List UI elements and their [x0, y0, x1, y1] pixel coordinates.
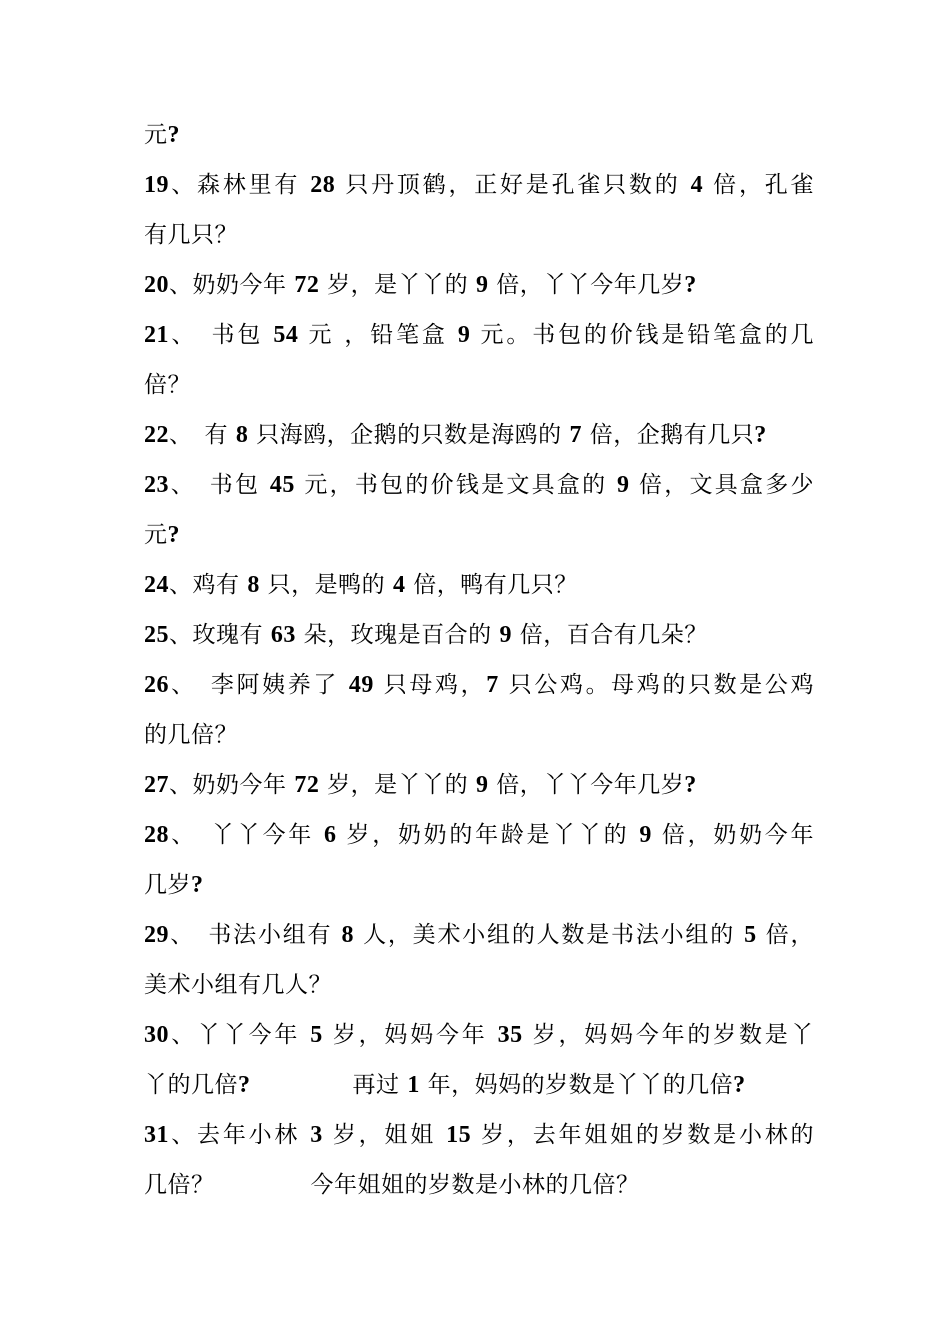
text-run: 元 ，铅笔盒 — [298, 322, 458, 348]
document-page — [144, 110, 814, 1210]
text-run: 9 — [457, 322, 471, 348]
text-run: 岁，是丫丫的 — [319, 272, 476, 298]
text-line — [144, 110, 814, 160]
text-run: 的几倍？ — [144, 722, 238, 748]
text-run: ? — [191, 872, 204, 898]
question-30-line-1 — [144, 1010, 814, 1060]
text-run: 只母鸡， — [373, 672, 487, 698]
text-run: 7 — [486, 672, 499, 698]
text-run: 、 有 — [169, 422, 236, 448]
text-run: 、 书包 — [169, 322, 274, 348]
question-29-line-1 — [144, 910, 814, 960]
text-run: 有几只？ — [144, 222, 238, 248]
text-run: 45 — [269, 472, 295, 498]
text-run: 1 — [407, 1072, 420, 1098]
text-run: 几倍？ — [144, 1172, 215, 1198]
text-run: 倍，鸭有几只？ — [405, 572, 578, 598]
text-run: 丫的几倍 — [144, 1072, 238, 1098]
question-number: 23 — [144, 472, 169, 498]
question-23-line-1 — [144, 460, 814, 510]
question-number: 31 — [144, 1122, 169, 1148]
text-run: 、 书包 — [169, 472, 270, 498]
text-run: 今年姐姐的岁数是小林的几倍？ — [310, 1172, 640, 1198]
text-run: 岁，去年姐姐的岁数是小林的 — [471, 1122, 814, 1148]
text-run: 人，美术小组的人数是书法小组的 — [353, 922, 745, 948]
text-run: 8 — [247, 572, 260, 598]
question-31-line-1 — [144, 1110, 814, 1160]
text-run: 只，是鸭的 — [259, 572, 393, 598]
text-run: 倍，文具盒多少 — [629, 472, 814, 498]
question-number: 29 — [144, 922, 169, 948]
text-run: 63 — [270, 622, 296, 648]
text-run: 35 — [497, 1022, 523, 1048]
text-run: 8 — [341, 922, 354, 948]
question-24-line — [144, 560, 814, 610]
question-22-line — [144, 410, 814, 460]
question-26-line-1 — [144, 660, 814, 710]
text-run: 岁，妈妈今年 — [322, 1022, 498, 1048]
text-run: 再过 — [352, 1072, 408, 1098]
question-20-line — [144, 260, 814, 310]
text-run: 3 — [310, 1122, 323, 1148]
question-21-line-1 — [144, 310, 814, 360]
text-run: 年，妈妈的岁数是丫丫的几倍 — [419, 1072, 734, 1098]
text-run: 72 — [294, 272, 320, 298]
text-run: 倍，企鹅有几只 — [581, 422, 755, 448]
question-28-line-2 — [144, 860, 814, 910]
question-number: 20 — [144, 272, 169, 298]
question-19-line-1 — [144, 160, 814, 210]
question-number: 24 — [144, 572, 169, 598]
text-run: 几岁 — [144, 872, 191, 898]
text-run: 元，书包的价钱是文具盒的 — [294, 472, 617, 498]
question-number: 22 — [144, 422, 169, 448]
text-run: 49 — [348, 672, 374, 698]
text-run: 6 — [324, 822, 337, 848]
text-run: 4 — [392, 572, 406, 598]
text-run: ? — [167, 122, 180, 148]
text-run: 、森林里有 — [169, 172, 311, 198]
text-run: 元 — [144, 122, 168, 148]
question-number: 21 — [144, 322, 169, 348]
text-run: 54 — [273, 322, 299, 348]
text-run: 、鸡有 — [169, 572, 248, 598]
text-run: ? — [167, 522, 180, 548]
question-number: 26 — [144, 672, 169, 698]
text-run: 倍，丫丫今年几岁 — [488, 272, 685, 298]
text-run: 元。书包的价钱是铅笔盒的几 — [470, 322, 815, 348]
text-run: 72 — [294, 772, 320, 798]
text-run: 美术小组有几人？ — [144, 972, 332, 998]
text-run: 、 李阿姨养了 — [169, 672, 349, 698]
text-run: 岁，姐姐 — [322, 1122, 447, 1148]
text-run: 5 — [310, 1022, 323, 1048]
text-run: 、玫瑰有 — [169, 622, 271, 648]
question-31-line-2 — [144, 1160, 814, 1210]
question-28-line-1 — [144, 810, 814, 860]
question-21-line-2 — [144, 360, 814, 410]
text-run: 9 — [616, 472, 630, 498]
text-run: 8 — [235, 422, 249, 448]
text-run: 、丫丫今年 — [169, 1022, 311, 1048]
text-run: 5 — [744, 922, 757, 948]
text-run: 只丹顶鹤，正好是孔雀只数的 — [335, 172, 691, 198]
text-run: 元 — [144, 522, 168, 548]
text-run: 岁，是丫丫的 — [319, 772, 476, 798]
question-29-line-2 — [144, 960, 814, 1010]
text-run: 9 — [475, 272, 489, 298]
question-number: 30 — [144, 1022, 169, 1048]
question-25-line — [144, 610, 814, 660]
text-run: 倍？ — [144, 372, 191, 398]
question-number: 19 — [144, 172, 169, 198]
text-run: 、 书法小组有 — [169, 922, 342, 948]
text-run: 9 — [475, 772, 489, 798]
question-number: 28 — [144, 822, 169, 848]
text-run: 、奶奶今年 — [169, 772, 295, 798]
text-run: 、去年小林 — [169, 1122, 311, 1148]
text-run: 岁，奶奶的年龄是丫丫的 — [336, 822, 640, 848]
question-19-line-2 — [144, 210, 814, 260]
text-run: ? — [733, 1072, 746, 1098]
text-run: 28 — [310, 172, 336, 198]
text-run: 15 — [446, 1122, 472, 1148]
text-run: ? — [684, 272, 697, 298]
text-run: 倍，百合有几朵？ — [511, 622, 708, 648]
text-run: ? — [238, 1072, 251, 1098]
text-run: ? — [754, 422, 767, 448]
text-run: 倍，奶奶今年 — [651, 822, 814, 848]
question-number: 27 — [144, 772, 169, 798]
text-run: 、奶奶今年 — [169, 272, 295, 298]
question-27-line — [144, 760, 814, 810]
text-run: 倍，孔雀 — [703, 172, 815, 198]
question-26-line-2 — [144, 710, 814, 760]
text-run: 倍，丫丫今年几岁 — [488, 772, 685, 798]
question-23-line-2 — [144, 510, 814, 560]
text-run: 倍， — [756, 922, 815, 948]
text-run: 只公鸡。母鸡的只数是公鸡 — [498, 672, 815, 698]
question-30-line-2 — [144, 1060, 814, 1110]
text-run: 、 丫丫今年 — [169, 822, 325, 848]
text-run: 岁，妈妈今年的岁数是丫 — [522, 1022, 815, 1048]
text-run: 朵，玫瑰是百合的 — [295, 622, 500, 648]
text-run: 9 — [639, 822, 652, 848]
text-run: 7 — [569, 422, 582, 448]
text-run: 只海鸥，企鹅的只数是海鸥的 — [248, 422, 570, 448]
text-run: ? — [684, 772, 697, 798]
text-run: 4 — [690, 172, 704, 198]
question-number: 25 — [144, 622, 169, 648]
text-run: 9 — [499, 622, 512, 648]
